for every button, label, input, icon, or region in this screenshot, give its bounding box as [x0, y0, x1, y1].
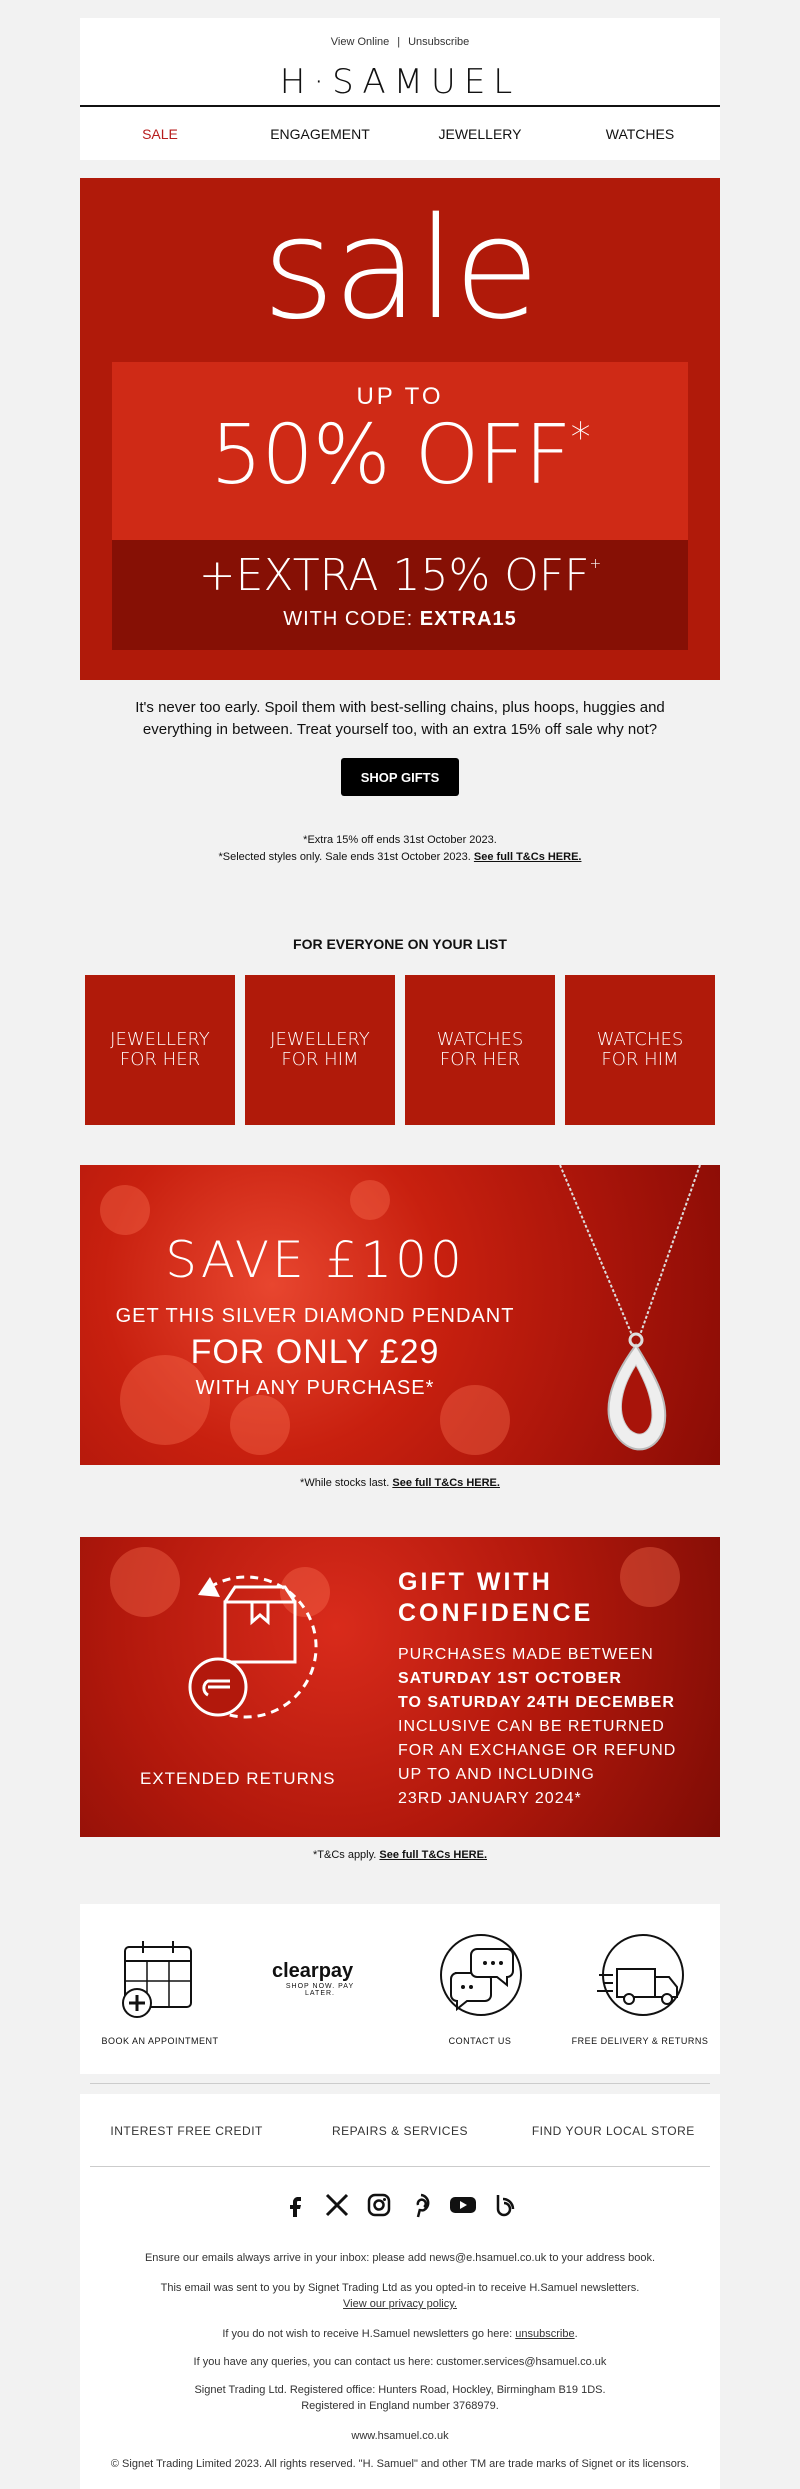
- email-header: [80, 18, 720, 160]
- shop-gifts-button[interactable]: SHOP GIFTS: [341, 758, 459, 796]
- hsamuel-logo[interactable]: H·SAMUEL: [279, 62, 521, 102]
- nav-sale[interactable]: SALE: [142, 126, 178, 142]
- bokeh-light: [620, 1547, 680, 1607]
- pre-header-links: [80, 36, 720, 48]
- tile-watches-for-him[interactable]: WATCHES FOR HIM: [565, 975, 715, 1125]
- pendant-line-3: WITH ANY PURCHASE*: [195, 1377, 435, 1399]
- header-rule: [80, 105, 720, 107]
- hero-percent-asterisk: *: [570, 415, 590, 461]
- returns-line: 23RD JANUARY 2024*: [398, 1790, 582, 1807]
- find-store-link[interactable]: FIND YOUR LOCAL STORE: [531, 2124, 695, 2138]
- free-delivery-label: FREE DELIVERY & RETURNS: [571, 2036, 709, 2046]
- pendant-terms-link[interactable]: See full T&Cs HERE.: [392, 1477, 500, 1489]
- tile-jewellery-for-him[interactable]: JEWELLERY FOR HIM: [245, 975, 395, 1125]
- bokeh-light: [350, 1180, 390, 1220]
- nav-watches[interactable]: WATCHES: [605, 126, 675, 142]
- pendant-terms-text: *While stocks last.: [300, 1477, 390, 1489]
- pendant-line-2: FOR ONLY £29: [190, 1333, 440, 1371]
- returns-line: FOR AN EXCHANGE OR REFUND: [398, 1742, 677, 1759]
- separator: |: [397, 36, 401, 48]
- footer-inbox-note: Ensure our emails always arrive in your inbox: please add news@e.hsamuel.co.uk to your address book.: [144, 2252, 656, 2264]
- returns-body: [398, 1643, 676, 1811]
- footer-unsubscribe-text: If you do not wish to receive H.Samuel newsletters go here:: [222, 2328, 513, 2340]
- list-heading: FOR EVERYONE ON YOUR LIST: [293, 936, 507, 952]
- returns-title: GIFT WITH CONFIDENCE: [398, 1568, 594, 1627]
- pendant-offer-banner[interactable]: [80, 1165, 720, 1465]
- sale-hero-banner[interactable]: [80, 178, 720, 680]
- divider: [90, 2083, 710, 2084]
- terms-line-1: *Extra 15% off ends 31st October 2023.: [303, 834, 497, 846]
- code-value: EXTRA15: [419, 608, 517, 630]
- contact-us-item[interactable]: [400, 1904, 560, 2074]
- tile-jewellery-for-her[interactable]: JEWELLERY FOR HER: [85, 975, 235, 1125]
- privacy-policy-link[interactable]: View our privacy policy.: [343, 2298, 457, 2310]
- footer-unsubscribe: If you do not wish to receive H.Samuel newsletters go here: unsubscribe.: [222, 2328, 578, 2340]
- hero-extra-off: [80, 550, 720, 601]
- terms-line-2-text: *Selected styles only. Sale ends 31st October 2023.: [218, 851, 471, 863]
- book-appointment-label: BOOK AN APPOINTMENT: [101, 2036, 219, 2046]
- footer-divider: [90, 2166, 710, 2167]
- tile-watches-for-her[interactable]: WATCHES FOR HER: [405, 975, 555, 1125]
- hero-promo-code: [80, 608, 720, 631]
- facebook-icon[interactable]: [279, 2189, 311, 2221]
- bokeh-light: [100, 1185, 150, 1235]
- nav-engagement[interactable]: ENGAGEMENT: [270, 126, 370, 142]
- youtube-icon[interactable]: [447, 2189, 479, 2221]
- interest-free-credit-link[interactable]: INTEREST FREE CREDIT: [110, 2124, 263, 2138]
- footer-website[interactable]: www.hsamuel.co.uk: [351, 2430, 449, 2442]
- pendant-terms: [80, 1475, 720, 1492]
- sale-terms: [80, 832, 720, 866]
- blog-icon[interactable]: [489, 2189, 521, 2221]
- instagram-icon[interactable]: [363, 2189, 395, 2221]
- footer-address: Signet Trading Ltd. Registered office: Hunters Road, Hockley, Birmingham B19 1DS.: [194, 2384, 606, 2396]
- hero-percent-text: 50% OFF: [210, 408, 571, 503]
- clearpay-logo: [272, 1930, 368, 2026]
- footer-sent-by-text: This email was sent to you by Signet Trading Ltd as you opted-in to receive H.Samuel newsletters.: [160, 2282, 640, 2294]
- pendant-line-1: GET THIS SILVER DIAMOND PENDANT: [115, 1305, 515, 1327]
- social-icons: [80, 2189, 720, 2221]
- extended-returns-banner[interactable]: [80, 1537, 720, 1837]
- unsubscribe-link[interactable]: Unsubscribe: [408, 36, 470, 48]
- book-appointment-item[interactable]: [80, 1904, 240, 2074]
- hero-percent-off: [80, 408, 720, 503]
- bokeh-light: [230, 1395, 290, 1455]
- clearpay-wordmark: clearpay: [272, 1959, 354, 1982]
- returns-line: SATURDAY 1ST OCTOBER: [398, 1670, 622, 1687]
- footer-sent-by: [80, 2280, 720, 2312]
- main-nav: [80, 126, 720, 142]
- free-delivery-item[interactable]: [560, 1904, 720, 2074]
- returns-line: UP TO AND INCLUDING: [398, 1766, 595, 1783]
- footer-links: [80, 2124, 720, 2138]
- footer-registered-office: [80, 2382, 720, 2414]
- returns-line: PURCHASES MADE BETWEEN: [398, 1646, 654, 1663]
- returns-line: TO SATURDAY 24TH DECEMBER: [398, 1694, 675, 1711]
- calendar-icon: [112, 1930, 208, 2026]
- repairs-services-link[interactable]: REPAIRS & SERVICES: [332, 2124, 468, 2138]
- footer-registration: Registered in England number 3768979.: [301, 2400, 499, 2412]
- hero-up-to: UP TO: [356, 383, 444, 410]
- extended-returns-label: EXTENDED RETURNS: [140, 1769, 336, 1788]
- email-footer: [80, 2094, 720, 2489]
- returns-box-icon: [170, 1557, 330, 1757]
- nav-jewellery[interactable]: JEWELLERY: [438, 126, 522, 142]
- hero-sale-text: sale: [262, 188, 538, 351]
- terms-line-2: [80, 849, 720, 866]
- intro-text: It's never too early. Spoil them with best-selling chains, plus hoops, huggies and everything in between. Treat yourself too, with an extra 15% off sale why not?: [135, 699, 665, 738]
- footer-unsubscribe-link[interactable]: unsubscribe: [515, 2328, 575, 2340]
- footer-copyright: © Signet Trading Limited 2023. All rights reserved. "H. Samuel" and other TM are trade marks of Signet or its licensors.: [110, 2458, 690, 2470]
- returns-line: INCLUSIVE CAN BE RETURNED: [398, 1718, 665, 1735]
- hero-extra-mark: +: [589, 556, 602, 572]
- pendant-save-headline: SAVE £100: [165, 1231, 465, 1289]
- x-icon[interactable]: [321, 2189, 353, 2221]
- clearpay-item[interactable]: [240, 1904, 400, 2074]
- clearpay-tagline: SHOP NOW. PAY LATER.: [285, 1982, 355, 1997]
- returns-terms-link[interactable]: See full T&Cs HERE.: [379, 1849, 487, 1861]
- contact-us-label: CONTACT US: [448, 2036, 512, 2046]
- silver-pendant-image: [540, 1165, 720, 1465]
- code-prefix: WITH CODE:: [283, 608, 414, 630]
- returns-terms-text: *T&Cs apply.: [312, 1849, 377, 1861]
- services-row: [80, 1904, 720, 2074]
- terms-link[interactable]: See full T&Cs HERE.: [473, 851, 582, 863]
- pinterest-icon[interactable]: [405, 2189, 437, 2221]
- view-online-link[interactable]: View Online: [330, 36, 390, 48]
- chat-bubbles-icon: [432, 1930, 528, 2026]
- returns-terms: [80, 1847, 720, 1864]
- delivery-truck-icon: [592, 1930, 688, 2026]
- category-tiles: [85, 975, 715, 1125]
- hero-extra-text: +EXTRA 15% OFF: [198, 550, 590, 601]
- footer-contact: If you have any queries, you can contact us here: customer.services@hsamuel.co.uk: [193, 2356, 607, 2368]
